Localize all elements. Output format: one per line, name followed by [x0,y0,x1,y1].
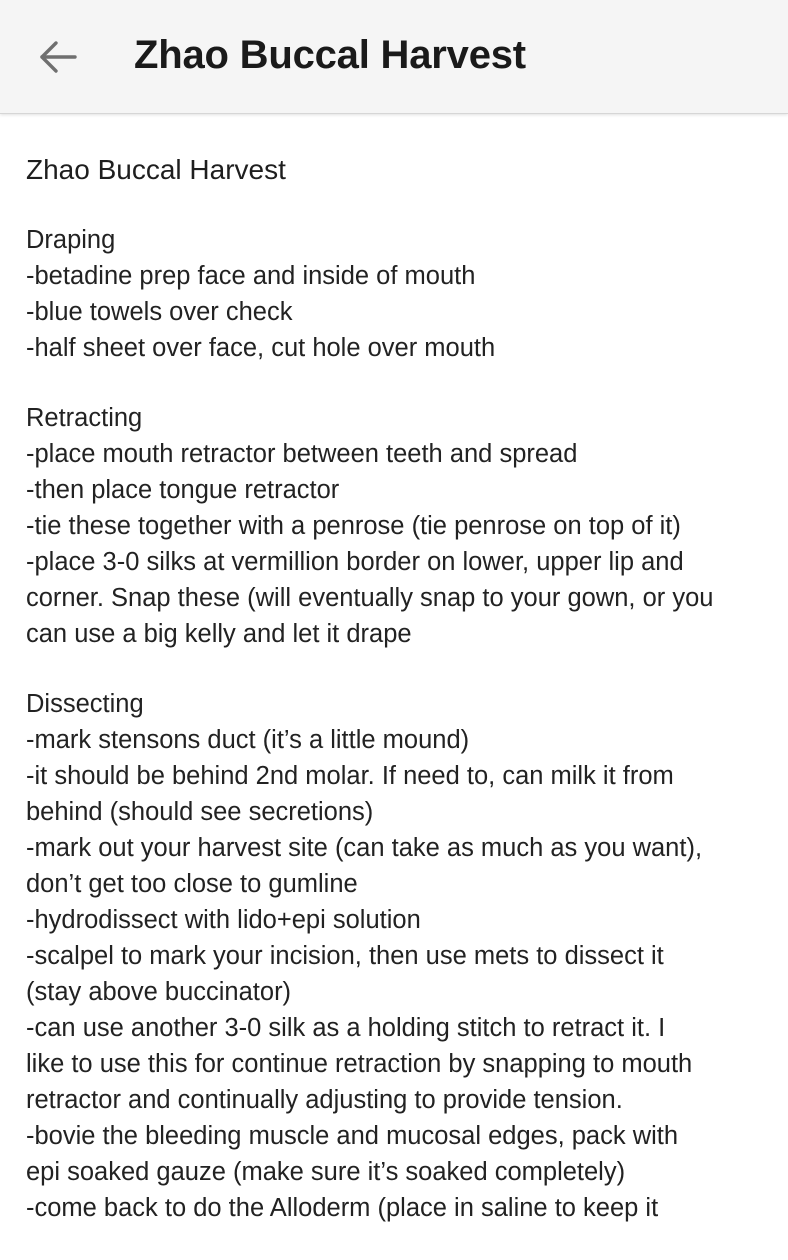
text-line: can use a big kelly and let it drape [26,620,412,648]
text-line: -hydrodissect with lido+epi solution [26,906,421,934]
document-body[interactable] [26,152,778,1260]
document-title: Zhao Buccal Harvest [26,154,286,185]
app-bar [0,0,788,114]
text-line: retractor and continually adjusting to provide tension. [26,1086,623,1114]
text-line: corner. Snap these (will eventually snap to your gown, or you [26,584,714,612]
text-line: -can use another 3-0 silk as a holding stitch to retract it. I [26,1014,666,1042]
section-heading: Dissecting [26,690,144,718]
text-line: -mark stensons duct (it’s a little mound) [26,726,470,754]
back-button[interactable] [28,30,88,84]
text-line: don’t get too close to gumline [26,870,358,898]
section-heading: Retracting [26,404,143,432]
text-line: epi soaked gauze (make sure it’s soaked completely) [26,1158,626,1186]
section-draping [26,222,778,366]
text-line: (stay above buccinator) [26,978,292,1006]
text-line: -come back to do the Alloderm (place in saline to keep it [26,1194,659,1222]
text-line: -place mouth retractor between teeth and spread [26,440,578,468]
section-heading: Draping [26,226,116,254]
text-line: -scalpel to mark your incision, then use mets to dissect it [26,942,664,970]
section-dissecting [26,686,778,1226]
text-line: -mark out your harvest site (can take as much as you want), [26,834,703,862]
text-line: -blue towels over check [26,298,293,326]
text-line: -then place tongue retractor [26,476,340,504]
text-line: behind (should see secretions) [26,798,374,826]
text-line: -place 3-0 silks at vermillion border on lower, upper lip and [26,548,684,576]
text-line: -betadine prep face and inside of mouth [26,262,476,290]
section-retracting [26,400,778,652]
text-line: -bovie the bleeding muscle and mucosal edges, pack with [26,1122,679,1150]
arrow-left-icon [38,40,78,74]
text-line: -tie these together with a penrose (tie penrose on top of it) [26,512,681,540]
text-line: -half sheet over face, cut hole over mouth [26,334,496,362]
document-sections [26,222,778,1226]
text-line: like to use this for continue retraction by snapping to mouth [26,1050,693,1078]
page-title: Zhao Buccal Harvest [134,33,526,77]
text-line: -it should be behind 2nd molar. If need to, can milk it from [26,762,674,790]
